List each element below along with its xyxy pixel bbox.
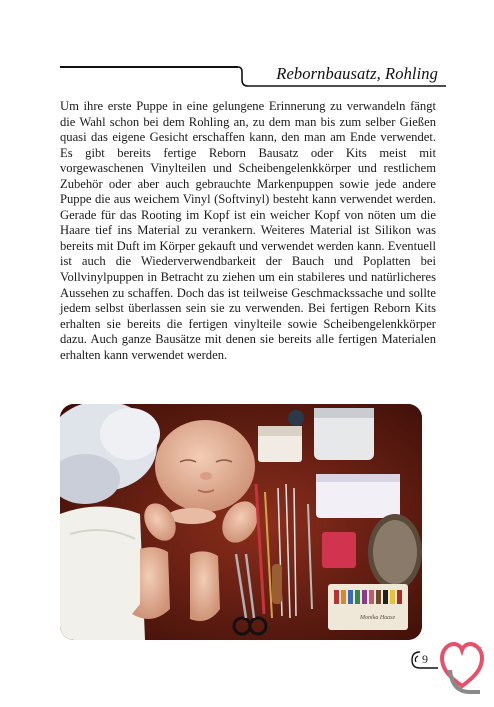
page-number: 9 [422,652,428,666]
header-rule [60,66,238,68]
logo-mark: E [478,646,483,654]
chapter-title: Rebornbausatz, Rohling [276,64,438,83]
reborn-materials-photo [60,404,422,640]
paint-box-label: Monika Haase [360,615,396,621]
page-number-badge [410,648,440,672]
body-paragraph: Um ihre erste Puppe in eine gelungene Erinnerung zu verwandeln fängt die Wahl schon bei dem Rohling an, zu dem man bis zum selber Gießen quasi das eigene Gesicht erschaffen kann, den man am Ende verwendet. Es gibt bereits fertige Reborn Bausatz oder Kits meist mit vorgewaschenen Vinylteilen und Scheibengelenkkörper und restlichem Zubehör oder aber auch gebrauchte Markenpuppen sowie jede andere Puppe die aus weichem Vinyl (Softvinyl) besteht kann verwendet werden. Gerade für das Rooting im Kopf ist ein weicher Kopf von nöten um die Haare tief ins Material zu verankern. Weiteres Material ist Silikon was bereits mit Duft im Körper gekauft und verwendet werden kann. Eventuell ist auch die Wiederverwendbarkeit der Bauch und Poplatten bei Vollvinylpuppen in Betracht zu ziehen um ein stabileres und natürlicheres Aussehen zu schaffen. Doch das ist teilweise Geschmackssache und sollte jedem selbst überlassen sein sie zu verwenden. Bei fertigen Reborn Kits erhalten sie bereits die fertigen vinylteile sowie Scheibengelenkkörper dazu. Auch ganze Bausätze mit denen sie bereits alle fertigen Materialen erhalten kann verwendet werden. [60,99,436,362]
heart-logo-icon [440,640,484,696]
